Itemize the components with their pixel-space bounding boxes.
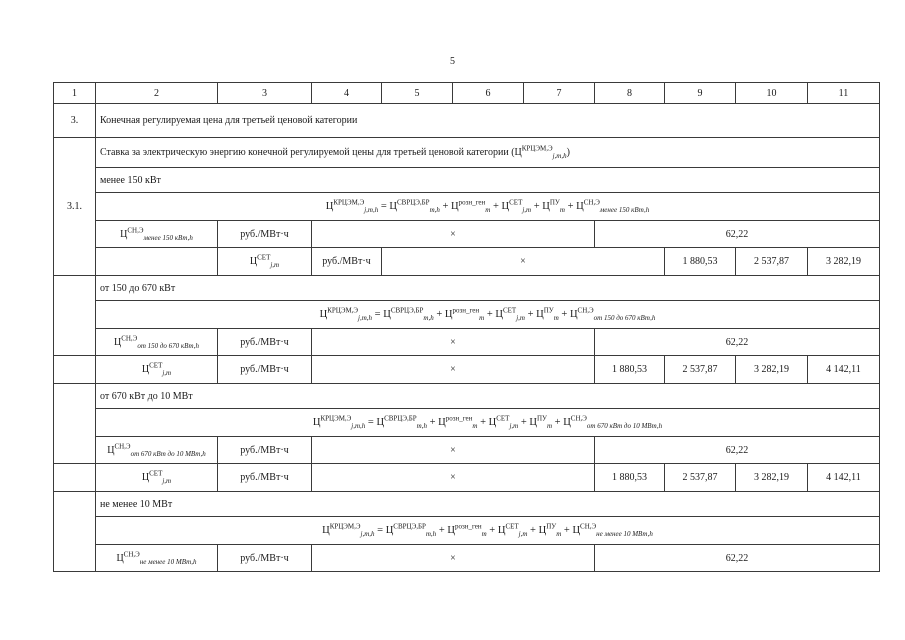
formula-lhs-sup: КРЦЭМ,Э: [327, 306, 359, 315]
page-number: 5: [450, 56, 455, 67]
formula-term-1-sup: СВРЦЭ,БР: [396, 198, 430, 207]
formula-term-5-sym: Ц: [572, 525, 581, 536]
formula: [96, 517, 880, 545]
sn-sym: Ц: [120, 228, 128, 240]
cross-cell: ×: [312, 221, 595, 248]
set-row: [54, 356, 880, 384]
formula: [96, 301, 880, 329]
formula-plus: +: [518, 417, 530, 428]
sn-sym: Ц: [107, 444, 115, 456]
sn-sub: менее 150 кВт,h: [143, 233, 193, 242]
formula-term-3-sym: Ц: [495, 309, 503, 320]
blank-cell: [54, 356, 96, 384]
formula-term-5-sym: Ц: [569, 309, 578, 320]
formula-lhs-sym: Ц: [312, 417, 321, 428]
formula-term-3-sym: Ц: [497, 525, 506, 536]
sn-symbol: [96, 221, 218, 248]
cross-cell: ×: [312, 545, 595, 572]
value-cell: 62,22: [595, 545, 880, 572]
value-cell: 62,22: [595, 329, 880, 356]
formula-term-4-sub: m: [546, 422, 553, 431]
formula-plus: +: [439, 201, 452, 212]
group-label-row: [54, 276, 880, 301]
table-body: [54, 83, 880, 572]
formula-lhs-sup: КРЦЭМ,Э: [333, 198, 365, 207]
formula-plus: +: [426, 417, 439, 428]
formula-term-5-sub: от 150 до 670 кВт,h: [593, 314, 656, 323]
cross-cell: ×: [312, 437, 595, 464]
formula-term-5-sub: не менее 10 МВт,h: [596, 530, 653, 539]
blank-cell: [54, 464, 96, 492]
sn-symbol: [96, 437, 218, 464]
set-row: [54, 464, 880, 492]
set-sub: j,m: [162, 369, 172, 377]
sn-sub: от 150 до 670 кВт,h: [137, 341, 200, 350]
set-row: [54, 248, 880, 276]
formula-lhs-sup: КРЦЭМ,Э: [320, 414, 352, 423]
subsection-number: 3.1.: [54, 138, 96, 276]
value-cell-11: 4 142,11: [808, 464, 880, 492]
subsection-title-sup: КРЦЭМ,Э: [521, 144, 553, 153]
header-cell: 2: [96, 83, 218, 104]
header-cell: 9: [665, 83, 736, 104]
formula-term-3-sup: СЕТ: [505, 522, 519, 531]
formula-term-1-sub: m,h: [416, 422, 427, 431]
unit-cell: руб./МВт·ч: [218, 545, 312, 572]
set-sym: Ц: [141, 364, 150, 375]
cross-cell: ×: [382, 248, 665, 276]
formula-term-1-sym: Ц: [385, 525, 394, 536]
formula-term-5-sub: от 670 кВт до 10 МВт,h: [586, 422, 663, 431]
formula-plus: +: [552, 417, 564, 428]
set-sub: j,m: [162, 477, 172, 485]
formula-lhs-sup: КРЦЭМ,Э: [329, 522, 361, 531]
sn-sup: СН,Э: [123, 550, 140, 559]
cross-cell: ×: [312, 356, 595, 384]
formula-term-5-sym: Ц: [563, 417, 571, 428]
sn-sub: не менее 10 МВт,h: [139, 557, 197, 566]
value-cell-9: 2 537,87: [665, 464, 736, 492]
formula-term-5-sub: менее 150 кВт,h: [599, 206, 650, 215]
formula-term-2-sup: розн_ген: [445, 414, 473, 423]
value-cell-11: 4 142,11: [808, 356, 880, 384]
formula-plus: +: [558, 309, 570, 320]
unit-cell: руб./МВт·ч: [218, 464, 312, 492]
group-label: от 150 до 670 кВт: [96, 276, 880, 301]
group-label: от 670 кВт до 10 МВт: [96, 384, 880, 409]
section-row: [54, 104, 880, 138]
unit-cell: руб./МВт·ч: [218, 437, 312, 464]
blank-cell: [96, 248, 218, 276]
formula-lhs-sub: j,m,h: [364, 206, 379, 215]
formula-term-5-sup: СН,Э: [583, 198, 600, 207]
formula-lhs-sub: j,m,h: [358, 314, 373, 323]
set-sym: Ц: [141, 472, 150, 483]
header-row: [54, 83, 880, 104]
formula-term-2-sym: Ц: [438, 417, 446, 428]
set-sup: СЕТ: [149, 469, 163, 478]
formula-term-5-sup: СН,Э: [577, 306, 594, 315]
sn-sup: СН,Э: [121, 334, 138, 343]
formula-lhs-sub: j,m,h: [360, 530, 375, 539]
formula-plus: +: [531, 201, 543, 212]
sn-symbol: [96, 329, 218, 356]
unit-cell: руб./МВт·ч: [218, 356, 312, 384]
value-cell: 62,22: [595, 221, 880, 248]
formula-row: [54, 517, 880, 545]
value-cell-9: 2 537,87: [665, 356, 736, 384]
formula-term-4-sym: Ц: [536, 309, 544, 320]
group-label: менее 150 кВт: [96, 168, 880, 193]
set-sup: СЕТ: [149, 361, 163, 370]
formula-lhs-sym: Ц: [322, 525, 330, 536]
set-symbol: [96, 464, 218, 492]
blank-cell: [54, 384, 96, 464]
set-symbol: [96, 356, 218, 384]
formula-lhs-sym: Ц: [319, 309, 328, 320]
formula-plus: +: [436, 525, 448, 536]
group-label-row: [54, 168, 880, 193]
formula-term-1-sup: СВРЦЭ,БР: [390, 306, 424, 315]
formula-term-2-sup: розн_ген: [452, 306, 480, 315]
sn-row: [54, 437, 880, 464]
formula-plus: +: [564, 201, 577, 212]
formula-term-5-sup: СН,Э: [580, 522, 597, 531]
set-sup: СЕТ: [257, 253, 271, 262]
value-cell-10: 3 282,19: [808, 248, 880, 276]
formula-term-2-sub: m: [472, 422, 478, 431]
formula-term-3-sub: j,m: [518, 530, 528, 539]
formula-row: [54, 301, 880, 329]
set-symbol: [218, 248, 312, 276]
header-cell: 1: [54, 83, 96, 104]
sn-sym: Ц: [113, 336, 122, 348]
blank-cell: [54, 492, 96, 572]
sn-sub: от 670 кВт до 10 МВт,h: [130, 449, 206, 458]
formula-term-4-sym: Ц: [538, 525, 547, 536]
formula: [96, 409, 880, 437]
set-sym: Ц: [249, 256, 258, 267]
header-cell: 5: [382, 83, 453, 104]
formula-plus: +: [486, 525, 498, 536]
header-cell: 7: [524, 83, 595, 104]
formula-term-3-sym: Ц: [488, 417, 497, 428]
tariff-table: [53, 82, 880, 572]
formula-eq: =: [372, 309, 384, 320]
formula-term-3-sup: СЕТ: [502, 306, 517, 315]
formula-term-5-sym: Ц: [576, 201, 584, 212]
formula-term-1-sup: СВРЦЭ,БР: [393, 522, 426, 531]
section-title: Конечная регулируемая цена для третьей ценовой категории: [96, 104, 880, 138]
formula-plus: +: [561, 525, 573, 536]
value-cell-8: 1 880,53: [595, 356, 665, 384]
formula-term-4-sub: m: [553, 314, 559, 323]
formula-term-4-sup: ПУ: [546, 522, 557, 531]
formula-row: [54, 193, 880, 221]
formula-term-1-sym: Ц: [389, 201, 397, 212]
formula-term-2-sym: Ц: [451, 201, 459, 212]
formula-term-4-sub: m: [559, 206, 565, 215]
subsection-title-sub: j,m,h: [552, 152, 567, 160]
group-label: не менее 10 МВт: [96, 492, 880, 517]
formula-plus: +: [524, 309, 537, 320]
value-cell-9: 2 537,87: [736, 248, 808, 276]
formula-term-2-sub: m: [485, 206, 491, 215]
sn-sup: СН,Э: [114, 442, 131, 451]
formula-term-3-sub: j,m: [509, 422, 519, 431]
sn-sym: Ц: [116, 552, 124, 564]
value-cell-10: 3 282,19: [736, 464, 808, 492]
formula-plus: +: [433, 309, 445, 320]
group-label-row: [54, 384, 880, 409]
formula-term-4-sup: ПУ: [549, 198, 560, 207]
formula-eq: =: [365, 417, 377, 428]
section-number: 3.: [54, 104, 96, 138]
formula-row: [54, 409, 880, 437]
header-cell: 11: [808, 83, 880, 104]
header-cell: 6: [453, 83, 524, 104]
formula-term-4-sym: Ц: [542, 201, 550, 212]
formula-term-4-sup: ПУ: [536, 414, 547, 423]
header-cell: 10: [736, 83, 808, 104]
sn-row: [54, 545, 880, 572]
subsection-row: [54, 138, 880, 168]
formula-term-3-sym: Ц: [501, 201, 510, 212]
value-cell-8: 1 880,53: [595, 464, 665, 492]
formula-term-5-sup: СН,Э: [570, 414, 587, 423]
header-cell: 4: [312, 83, 382, 104]
formula-plus: +: [477, 417, 489, 428]
cross-cell: ×: [312, 464, 595, 492]
formula-term-4-sup: ПУ: [543, 306, 554, 315]
formula-term-3-sup: СЕТ: [496, 414, 510, 423]
formula-term-3-sup: СЕТ: [509, 198, 523, 207]
cross-cell: ×: [312, 329, 595, 356]
formula-term-2-sub: m: [479, 314, 485, 323]
formula-term-4-sub: m: [556, 530, 562, 539]
unit-cell: руб./МВт·ч: [312, 248, 382, 276]
formula-term-2-sub: m: [481, 530, 487, 539]
formula-term-3-sub: j,m: [516, 314, 525, 323]
header-cell: 8: [595, 83, 665, 104]
formula-term-1-sym: Ц: [383, 309, 391, 320]
sn-row: [54, 329, 880, 356]
blank-cell: [54, 276, 96, 356]
formula-term-2-sup: розн_ген: [458, 198, 486, 207]
set-sub: j,m: [270, 261, 280, 269]
formula-term-1-sub: m,h: [425, 530, 437, 539]
value-cell-8: 1 880,53: [665, 248, 736, 276]
group-label-row: [54, 492, 880, 517]
sn-symbol: [96, 545, 218, 572]
formula-term-1-sup: СВРЦЭ,БР: [384, 414, 417, 423]
subsection-title: [96, 138, 880, 168]
formula-term-2-sup: розн_ген: [454, 522, 482, 531]
subsection-title-text: Ставка за электрическую энергию конечной регулируемой цены для третьей ценовой категории (Ц: [100, 147, 522, 158]
formula-term-1-sym: Ц: [376, 417, 385, 428]
value-cell-10: 3 282,19: [736, 356, 808, 384]
formula-lhs-sym: Ц: [325, 201, 334, 212]
unit-cell: руб./МВт·ч: [218, 329, 312, 356]
formula-term-2-sym: Ц: [447, 525, 455, 536]
subsection-title-end: ): [566, 147, 570, 158]
formula-plus: +: [484, 309, 496, 320]
formula: [96, 193, 880, 221]
formula-eq: =: [378, 201, 390, 212]
formula-term-1-sub: m,h: [429, 206, 440, 215]
formula-term-3-sub: j,m: [522, 206, 532, 215]
formula-lhs-sub: j,m,h: [351, 422, 366, 431]
formula-term-1-sub: m,h: [423, 314, 434, 323]
value-cell: 62,22: [595, 437, 880, 464]
formula-plus: +: [527, 525, 539, 536]
formula-term-4-sym: Ц: [529, 417, 537, 428]
header-cell: 3: [218, 83, 312, 104]
sn-sup: СН,Э: [127, 226, 144, 235]
formula-plus: +: [490, 201, 502, 212]
sn-row: [54, 221, 880, 248]
formula-term-2-sym: Ц: [444, 309, 453, 320]
unit-cell: руб./МВт·ч: [218, 221, 312, 248]
formula-eq: =: [374, 525, 386, 536]
